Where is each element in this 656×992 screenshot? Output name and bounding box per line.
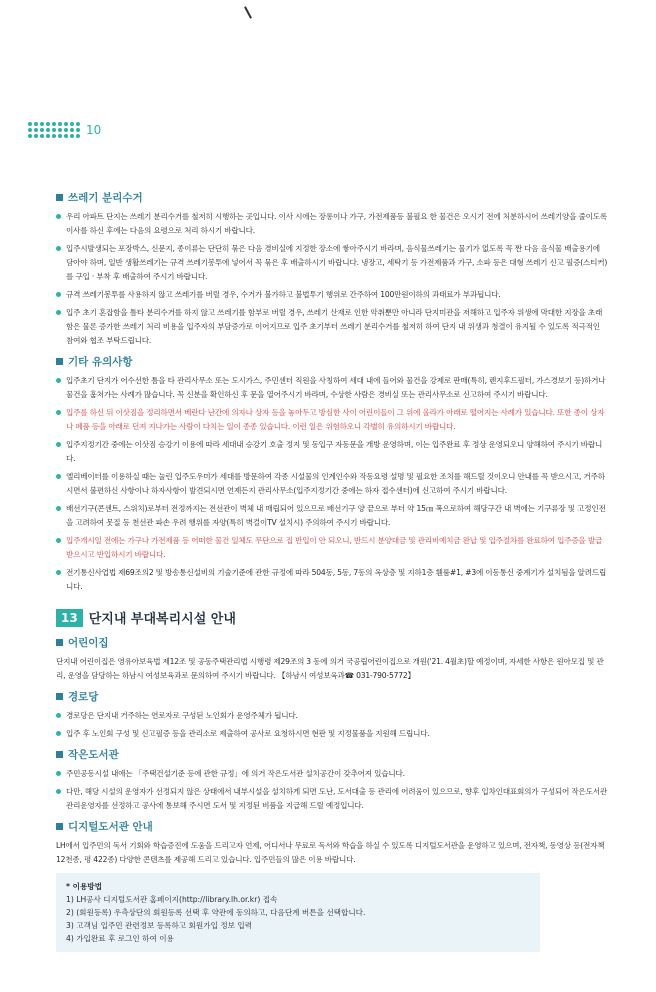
page-number: 10 [86,123,102,137]
section-paragraph: LH에서 입주민의 독서 기회와 학습증진에 도움을 드리고자 언제, 어디서나 무료로 독서와 학습을 하실 수 있도록 디지털도서관을 운영하고 있으며, 전자책, 동영상 등(전자책 12천종, 평 422종) 다양한 콘텐츠를 제공해 드리고 있습니다. 입주민들의 많은 이용 바랍니다. [56,841,605,864]
decorative-dot [58,134,62,138]
decorative-dot [58,122,62,126]
decorative-dot [34,134,38,138]
decorative-dot [40,122,44,126]
list-item [56,709,608,723]
decorative-dot [64,122,68,126]
square-bullet-icon [56,693,63,700]
list-item [56,374,608,402]
bullet-dot-icon [56,713,61,718]
bullet-dot-icon [56,378,61,383]
section [56,190,608,348]
section-title-text: 어린이집 [68,637,109,649]
list-item [56,242,608,284]
section [56,635,608,683]
list-item-text: 배선기구(콘센트, 스위치)로부터 전정까지는 전선관이 벽체 내 매립되어 있으므로 배선기구 양 끝으로 부터 약 15㎝ 폭으로하여 해당구간 내 벽에는 기구류장 및 고정인전을 고려하여 못질 등 천선관 파손 우려 행위를 자양(특히 벽걸이TV 설치시) 주의하여 주시기 바랍니다. [66,504,606,527]
list-item [56,306,608,348]
decorative-dot [40,128,44,132]
bullet-dot-icon [56,731,61,736]
decorative-dot [58,128,62,132]
decorative-dot [28,122,32,126]
page-header [28,122,101,138]
section [56,354,608,594]
chapter-title: 단지내 부대복리시설 안내 [88,612,236,627]
list-item [56,767,608,781]
section-title [56,747,608,762]
list-item-text: 입주개시일 전에는 가구나 가전제품 등 어떠한 물건 일체도 무단으로 집 반입이 안 되오니, 반드시 분양대금 및 관리비예치금 완납 및 입주절차를 완료하여 입주증을 발급받으시고 반입하시기 바랍니다. [66,536,603,559]
usage-step: 3) 고객님 입주민 관련정보 등록하고 회원가입 정보 입력 [66,921,253,930]
decorative-dot [76,128,80,132]
square-bullet-icon [56,751,63,758]
bullet-dot-icon [56,570,61,575]
bullet-dot-icon [56,789,61,794]
section-title-text: 디지털도서관 안내 [68,821,153,833]
usage-step: 1) LH공사 디지털도서관 홈페이지(http://library.lh.or.kr) 접속 [66,895,278,904]
list-item [56,566,608,594]
decorative-dot [64,128,68,132]
facility-sections [56,635,608,867]
bullet-dot-icon [56,506,61,511]
decorative-dot [52,122,56,126]
square-bullet-icon [56,639,63,646]
list-item [56,727,608,741]
decorative-dot [70,128,74,132]
scan-mark [244,6,252,18]
section-title [56,354,608,369]
decorative-dot [70,134,74,138]
decorative-dot [52,128,56,132]
list-item-text: 입주시발생되는 포장박스, 신문지, 종이류는 단단히 묶은 다음 경비실에 지정한 장소에 쌓아주시기 바라며, 음식물쓰레기는 물기가 없도록 꼭 짠 다음 음식물 배출용기에 담아야 하며, 일반 생활쓰레기는 규격 쓰레기봉투에 넣어서 꼭 묶은 후 배출하시기 바랍니다. 냉장고, 세탁기 등 가전제품과 가구, 소파 등은 대형 쓰레기 신고 필증(스티커)를 구입 · 부착 후 배출하여 주시기 바랍니다. [66,244,608,281]
list-item-text: 주민공동시설 내에는 「주택건설기준 등에 관한 규정」에 의거 작은도서관 설치공간이 갖추어져 있습니다. [66,769,405,778]
bullet-dot-icon [56,771,61,776]
section-title [56,190,608,205]
decorative-dot [52,134,56,138]
bullet-dot-icon [56,246,61,251]
list-item [56,288,608,302]
main-content [56,190,608,952]
list-item [56,406,608,434]
list-item [56,534,608,562]
decorative-dot [34,128,38,132]
notice-sections [56,190,608,594]
bullet-dot-icon [56,410,61,415]
bullet-dot-icon [56,214,61,219]
bullet-dot-icon [56,538,61,543]
list-item-text: 입주 초기 혼잡함을 틈타 분리수거를 하지 않고 쓰레기를 함부로 버릴 경우, 쓰레기 산재로 인한 악취뿐만 아니라 단지미관을 저해하고 입주자 위생에 막대한 지장을 초래함은 물론 증가한 쓰레기 처리 비용을 입주자의 부담증가로 이어지므로 입주 초기부터 쓰레기 분리수거를 철저히 하여 단지 내 위생과 청결이 유지될 수 있도록 적극적인 참여와 협조 부탁드립니다. [66,308,603,345]
usage-heading: * 이용방법 [66,882,102,891]
usage-box [56,873,540,952]
list-item-text: 입주 후 노인회 구성 및 신고필증 등을 관리소로 제출하여 공사로 요청하시면 현판 및 지정물품을 지원해 드립니다. [66,729,430,738]
section [56,819,608,867]
list-item-text: 입주지정기간 중에는 이삿짐 승강기 이용에 따라 세대내 승강기 호출 정지 및 동입구 자동문을 개방 운영하며, 이는 입주완료 후 정상 운영되오니 양해하여 주시기 바랍니다. [66,440,603,463]
decorative-dot [46,128,50,132]
list-item-text: 경로당은 단지내 거주하는 연로자로 구성된 노인회가 운영주체가 됩니다. [66,711,298,720]
usage-step: 4) 가입완료 후 로그인 하여 이용 [66,934,174,943]
square-bullet-icon [56,358,63,365]
list-item-text: 입주초기 단지가 어수선한 틈을 타 관리사무소 또는 도시가스, 주민센터 직원을 사칭하여 세대 내에 들어와 물건을 강제로 판매(특히, 렌지후드필터, 가스경보기 등)하거나 물건을 훔쳐가는 사례가 많습니다. 꼭 신분을 확인하신 후 문을 열어주시기 바라며, 수상한 사람은 경비실 또는 관리사무소로 신고하여 주시기 바랍니다. [66,376,606,399]
list-item-text: 엘리베이터를 이용하실 때는 눌린 입주도우미가 세대를 방문하여 각종 시설물의 인계인수와 작동요령 설명 및 필요한 조치를 해드릴 것이오니 안내를 꼭 받으시고, 거주하시면서 불편하신 사항이나 하자사항이 발견되시면 언제든지 관리사무소(입주지정기간 중에는 하자 접수센터)에 신고하여 주시기 바랍니다. [66,472,605,495]
list-item-text: 규격 쓰레기봉투를 사용하지 않고 쓰레기를 버릴 경우, 수거가 불가하고 불법투기 행위로 간주하여 100만원이하의 과태료가 부과됩니다. [66,290,501,299]
decorative-dot [46,134,50,138]
square-bullet-icon [56,194,63,201]
section [56,747,608,813]
decorative-dot [40,134,44,138]
section-title-text: 경로당 [68,691,99,703]
list-item-text: 우리 아파트 단지는 쓰레기 분리수거를 철저히 시행하는 곳입니다. 이사 시에는 장롱이나 가구, 가전제품등 불필요 한 물건은 오시기 전에 처분하시어 쓰레기양을 줄이도록 이사를 하신 후에는 다음의 요령으로 처리 하시기 바랍니다. [66,212,608,235]
decorative-dot [46,122,50,126]
list-item [56,470,608,498]
list-item-text: 입주를 하신 뒤 이삿짐을 정리하면서 베란다 난간에 의자나 상자 등을 놓아두고 방심한 사이 어린이들이 그 위에 올라가 아래로 떨어지는 사례가 있습니다. 또한 종이 상자나 폐품 등을 아래로 던져 지나가는 사람이 다치는 일이 종종 있습니다. 이런 일은 위험하오니 각별히 유의하시기 바랍니다. [66,408,605,431]
decorative-dot [28,128,32,132]
usage-step: 2) (회원등록) 우측상단의 회원등록 선택 후 약관에 동의하고, 다음단계 버튼을 선택합니다. [66,908,366,917]
square-bullet-icon [56,823,63,830]
section-title [56,689,608,704]
section-title-text: 쓰레기 분리수거 [68,192,143,204]
section-title-text: 작은도서관 [68,749,119,761]
decorative-dot [28,134,32,138]
decorative-dot [34,122,38,126]
list-item-text: 다만, 해당 시설의 운영자가 선정되지 않은 상태에서 내부시설을 설치하게 되면 도난, 도서대출 등 관리에 어려움이 있으므로, 향후 입차인대표회의가 구성되어 작은도서관 관리운영자를 선정하고 공사에 통보해 주시면 도서 및 지정된 비품을 지급해 드릴 예정입니다. [66,787,608,810]
decorative-dot [76,122,80,126]
usage-steps [66,893,530,945]
list-item [56,210,608,238]
decorative-dot [70,122,74,126]
section-title [56,635,608,650]
list-item [56,502,608,530]
section-paragraph: 단지내 어린이집은 영유아보육법 제12조 및 공동주택관리법 시행령 제29조의 3 동에 의거 국공립어린이집으로 개원('21. 4월초)할 예정이며, 자세한 사항은 원아모집 및 관리, 운영을 담당하는 하남시 여성보육과로 문의하여 주시기 바랍니다. 【하남시 여성보육과☎ 031-790-5772】 [56,657,604,680]
list-item-text: 전기통신사업법 제69조의2 및 방송통신설비의 기술기준에 관한 규정에 따라 504동, 5동, 7동의 옥상층 및 지하1층 휀룸#1, #3에 이동통신 중계기가 설치됨을 알려드립니다. [66,568,607,591]
section-title-text: 기타 유의사항 [68,356,133,368]
bullet-dot-icon [56,310,61,315]
section [56,689,608,741]
dot-pattern-decoration [28,122,80,138]
list-item [56,785,608,813]
bullet-dot-icon [56,442,61,447]
chapter-number: 13 [56,609,83,627]
decorative-dot [64,134,68,138]
bullet-dot-icon [56,474,61,479]
list-item [56,438,608,466]
chapter-heading [56,608,608,627]
section-title [56,819,608,834]
bullet-dot-icon [56,292,61,297]
decorative-dot [76,134,80,138]
